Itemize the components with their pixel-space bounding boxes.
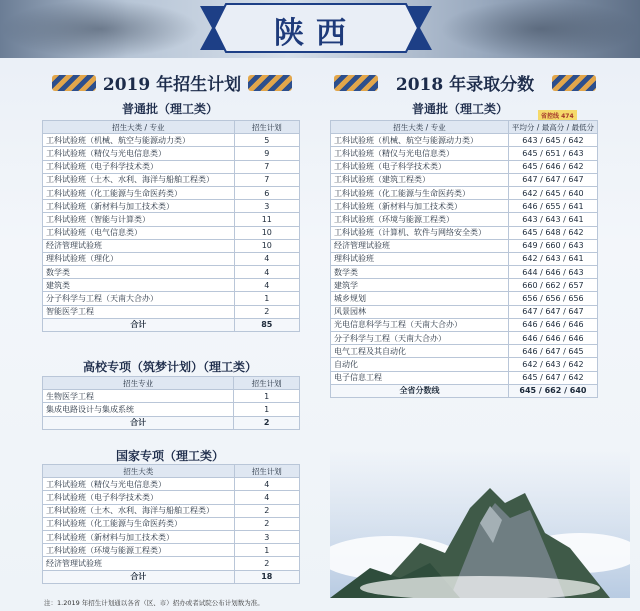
value-cell: 642 / 645 / 640 — [508, 186, 597, 199]
value-cell: 4 — [234, 491, 299, 504]
value-cell: 4 — [234, 252, 299, 265]
major-name: 理科试验班（理化） — [43, 252, 235, 265]
table-row — [331, 134, 598, 147]
table-guojia-2019 — [42, 464, 300, 584]
value-cell: 647 / 647 / 647 — [508, 173, 597, 186]
value-cell: 11 — [234, 213, 299, 226]
province-control-line: 省控线 474 — [538, 110, 577, 121]
major-name: 生物医学工程 — [43, 390, 234, 403]
table-row — [43, 239, 300, 252]
major-name: 工科试验班（机械、航空与能源动力类） — [43, 134, 235, 147]
value-cell: 660 / 662 / 657 — [508, 279, 597, 292]
total-label: 合计 — [43, 416, 234, 429]
total-label: 合计 — [43, 318, 235, 331]
table-row — [331, 200, 598, 213]
value-cell: 3 — [234, 530, 299, 543]
major-name: 智能医学工程 — [43, 305, 235, 318]
value-cell: 2 — [234, 305, 299, 318]
table-row — [331, 239, 598, 252]
major-name: 工科试验班（化工能源与生命医药类） — [331, 186, 509, 199]
value-cell: 646 / 655 / 641 — [508, 200, 597, 213]
major-name: 分子科学与工程（天南大合办） — [331, 332, 509, 345]
table-row — [331, 292, 598, 305]
value-cell: 649 / 660 / 643 — [508, 239, 597, 252]
gaoxiao-subtitle: 高校专项（筑梦计划）（理工类） — [82, 360, 257, 374]
table-row — [43, 292, 300, 305]
table-row — [331, 160, 598, 173]
total-value: 85 — [234, 318, 299, 331]
table-row — [43, 186, 300, 199]
table-row — [331, 252, 598, 265]
table-row — [43, 160, 300, 173]
major-name: 工科试验班（精仪与光电信息类） — [43, 147, 235, 160]
table-row — [331, 266, 598, 279]
value-cell: 645 / 651 / 643 — [508, 147, 597, 160]
table-row — [331, 173, 598, 186]
value-cell: 4 — [234, 279, 299, 292]
value-cell: 656 / 656 / 656 — [508, 292, 597, 305]
total-row — [43, 416, 300, 429]
table-row — [43, 517, 300, 530]
regular-subtitle: 普通批（理工类） — [121, 102, 218, 116]
major-name: 工科试验班（电子科学技术类） — [331, 160, 509, 173]
table-row — [43, 134, 300, 147]
table-row — [43, 147, 300, 160]
footnote: 注：1.2019 年招生计划通以各省（区、市）招办或者试院公布计划数为准。 — [44, 599, 264, 607]
table-row — [43, 279, 300, 292]
major-name: 建筑类 — [43, 279, 235, 292]
stripe-decoration — [334, 75, 378, 91]
mountain-illustration — [330, 448, 630, 598]
value-cell: 646 / 647 / 645 — [508, 345, 597, 358]
major-name: 分子科学与工程（天南大合办） — [43, 292, 235, 305]
major-name: 城乡规划 — [331, 292, 509, 305]
table-row — [331, 226, 598, 239]
table-row — [331, 345, 598, 358]
value-cell: 645 / 648 / 642 — [508, 226, 597, 239]
major-name: 经济管理试验班 — [43, 557, 235, 570]
value-cell: 644 / 646 / 643 — [508, 266, 597, 279]
major-name: 风景园林 — [331, 305, 509, 318]
table-scores-2018 — [330, 120, 598, 398]
major-name: 工科试验班（电子科学技术类） — [43, 491, 235, 504]
table-row — [331, 318, 598, 331]
major-name: 工科试验班（新材料与加工技术类） — [43, 200, 235, 213]
stripe-decoration — [552, 75, 596, 91]
total-row — [43, 570, 300, 583]
value-cell: 643 / 645 / 642 — [508, 134, 597, 147]
section-header-2019 — [52, 70, 292, 96]
value-cell: 3 — [234, 200, 299, 213]
value-cell: 1 — [234, 390, 300, 403]
table-row — [43, 557, 300, 570]
col-header: 招生大类 — [43, 465, 235, 478]
major-name: 工科试验班（环境与能源工程类） — [331, 213, 509, 226]
value-cell: 9 — [234, 147, 299, 160]
table-row — [331, 371, 598, 384]
total-label: 全省分数线 — [331, 384, 509, 397]
table-row — [43, 530, 300, 543]
col-header: 招生专业 — [43, 377, 234, 390]
value-cell: 646 / 646 / 646 — [508, 332, 597, 345]
major-name: 集成电路设计与集成系统 — [43, 403, 234, 416]
section-header-2018 — [334, 70, 596, 96]
major-name: 工科试验班（环境与能源工程类） — [43, 544, 235, 557]
province-banner — [200, 2, 432, 54]
major-name: 理科试验班 — [331, 252, 509, 265]
value-cell: 7 — [234, 160, 299, 173]
value-cell: 642 / 643 / 642 — [508, 358, 597, 371]
table-row — [43, 173, 300, 186]
table-regular-2019 — [42, 120, 300, 332]
stripe-decoration — [248, 75, 292, 91]
table-row — [43, 226, 300, 239]
table-row — [43, 213, 300, 226]
section-title-2018: 2018 年录取分数 — [395, 75, 535, 95]
table-row — [331, 213, 598, 226]
table-row — [331, 358, 598, 371]
total-row — [43, 318, 300, 331]
col-header: 招生计划 — [234, 465, 299, 478]
col-header: 招生计划 — [234, 377, 300, 390]
table-row — [43, 266, 300, 279]
value-cell: 642 / 643 / 641 — [508, 252, 597, 265]
major-name: 数学类 — [43, 266, 235, 279]
value-cell: 1 — [234, 544, 299, 557]
major-name: 工科试验班（精仪与光电信息类） — [43, 478, 235, 491]
table-gaoxiao-2019 — [42, 376, 300, 430]
major-name: 数学类 — [331, 266, 509, 279]
total-row — [331, 384, 598, 397]
major-name: 工科试验班（计算机、软件与网络安全类） — [331, 226, 509, 239]
table-row — [43, 390, 300, 403]
value-cell: 2 — [234, 517, 299, 530]
table-row — [331, 305, 598, 318]
province-title: 陕西 — [274, 16, 358, 51]
major-name: 工科试验班（化工能源与生命医药类） — [43, 186, 235, 199]
col-header: 招生大类 / 专业 — [43, 121, 235, 134]
major-name: 自动化 — [331, 358, 509, 371]
table-row — [331, 186, 598, 199]
total-value: 2 — [234, 416, 300, 429]
value-cell: 2 — [234, 557, 299, 570]
total-label: 合计 — [43, 570, 235, 583]
value-cell: 647 / 647 / 647 — [508, 305, 597, 318]
table-row — [43, 252, 300, 265]
value-cell: 643 / 643 / 641 — [508, 213, 597, 226]
section-title-2019: 2019 年招生计划 — [102, 75, 242, 95]
table-row — [43, 504, 300, 517]
guojia-subtitle: 国家专项（理工类） — [115, 449, 224, 463]
value-cell: 645 / 646 / 642 — [508, 160, 597, 173]
major-name: 工科试验班（机械、航空与能源动力类） — [331, 134, 509, 147]
major-name: 工科试验班（精仪与光电信息类） — [331, 147, 509, 160]
major-name: 工科试验班（建筑工程类） — [331, 173, 509, 186]
major-name: 工科试验班（化工能源与生命医药类） — [43, 517, 235, 530]
value-cell: 2 — [234, 504, 299, 517]
table-row — [43, 544, 300, 557]
scores-subtitle: 普通批（理工类） — [411, 102, 508, 116]
value-cell: 4 — [234, 478, 299, 491]
value-cell: 645 / 647 / 642 — [508, 371, 597, 384]
col-header: 招生大类 / 专业 — [331, 121, 509, 134]
value-cell: 10 — [234, 239, 299, 252]
table-row — [331, 279, 598, 292]
value-cell: 5 — [234, 134, 299, 147]
major-name: 工科试验班（新材料与加工技术类） — [43, 530, 235, 543]
stripe-decoration — [52, 75, 96, 91]
major-name: 经济管理试验班 — [43, 239, 235, 252]
table-row — [43, 478, 300, 491]
table-row — [43, 200, 300, 213]
table-row — [43, 491, 300, 504]
value-cell: 1 — [234, 292, 299, 305]
table-row — [331, 147, 598, 160]
major-name: 光电信息科学与工程（天南大合办） — [331, 318, 509, 331]
table-row — [43, 403, 300, 416]
total-value: 18 — [234, 570, 299, 583]
major-name: 工科试验班（土木、水利、海洋与船舶工程类） — [43, 504, 235, 517]
col-header: 招生计划 — [234, 121, 299, 134]
major-name: 电子信息工程 — [331, 371, 509, 384]
value-cell: 646 / 646 / 646 — [508, 318, 597, 331]
rock-decoration — [0, 0, 200, 58]
major-name: 工科试验班（电气信息类） — [43, 226, 235, 239]
major-name: 工科试验班（智能与计算类） — [43, 213, 235, 226]
table-row — [331, 332, 598, 345]
major-name: 建筑学 — [331, 279, 509, 292]
value-cell: 1 — [234, 403, 300, 416]
col-header: 平均分 / 最高分 / 最低分 — [508, 121, 597, 134]
major-name: 工科试验班（电子科学技术类） — [43, 160, 235, 173]
value-cell: 4 — [234, 266, 299, 279]
value-cell: 7 — [234, 173, 299, 186]
major-name: 工科试验班（土木、水利、海洋与船舶工程类） — [43, 173, 235, 186]
major-name: 经济管理试验班 — [331, 239, 509, 252]
major-name: 电气工程及其自动化 — [331, 345, 509, 358]
table-row — [43, 305, 300, 318]
rock-decoration — [440, 0, 640, 58]
value-cell: 10 — [234, 226, 299, 239]
major-name: 工科试验班（新材料与加工技术类） — [331, 200, 509, 213]
value-cell: 6 — [234, 186, 299, 199]
total-value: 645 / 662 / 640 — [508, 384, 597, 397]
